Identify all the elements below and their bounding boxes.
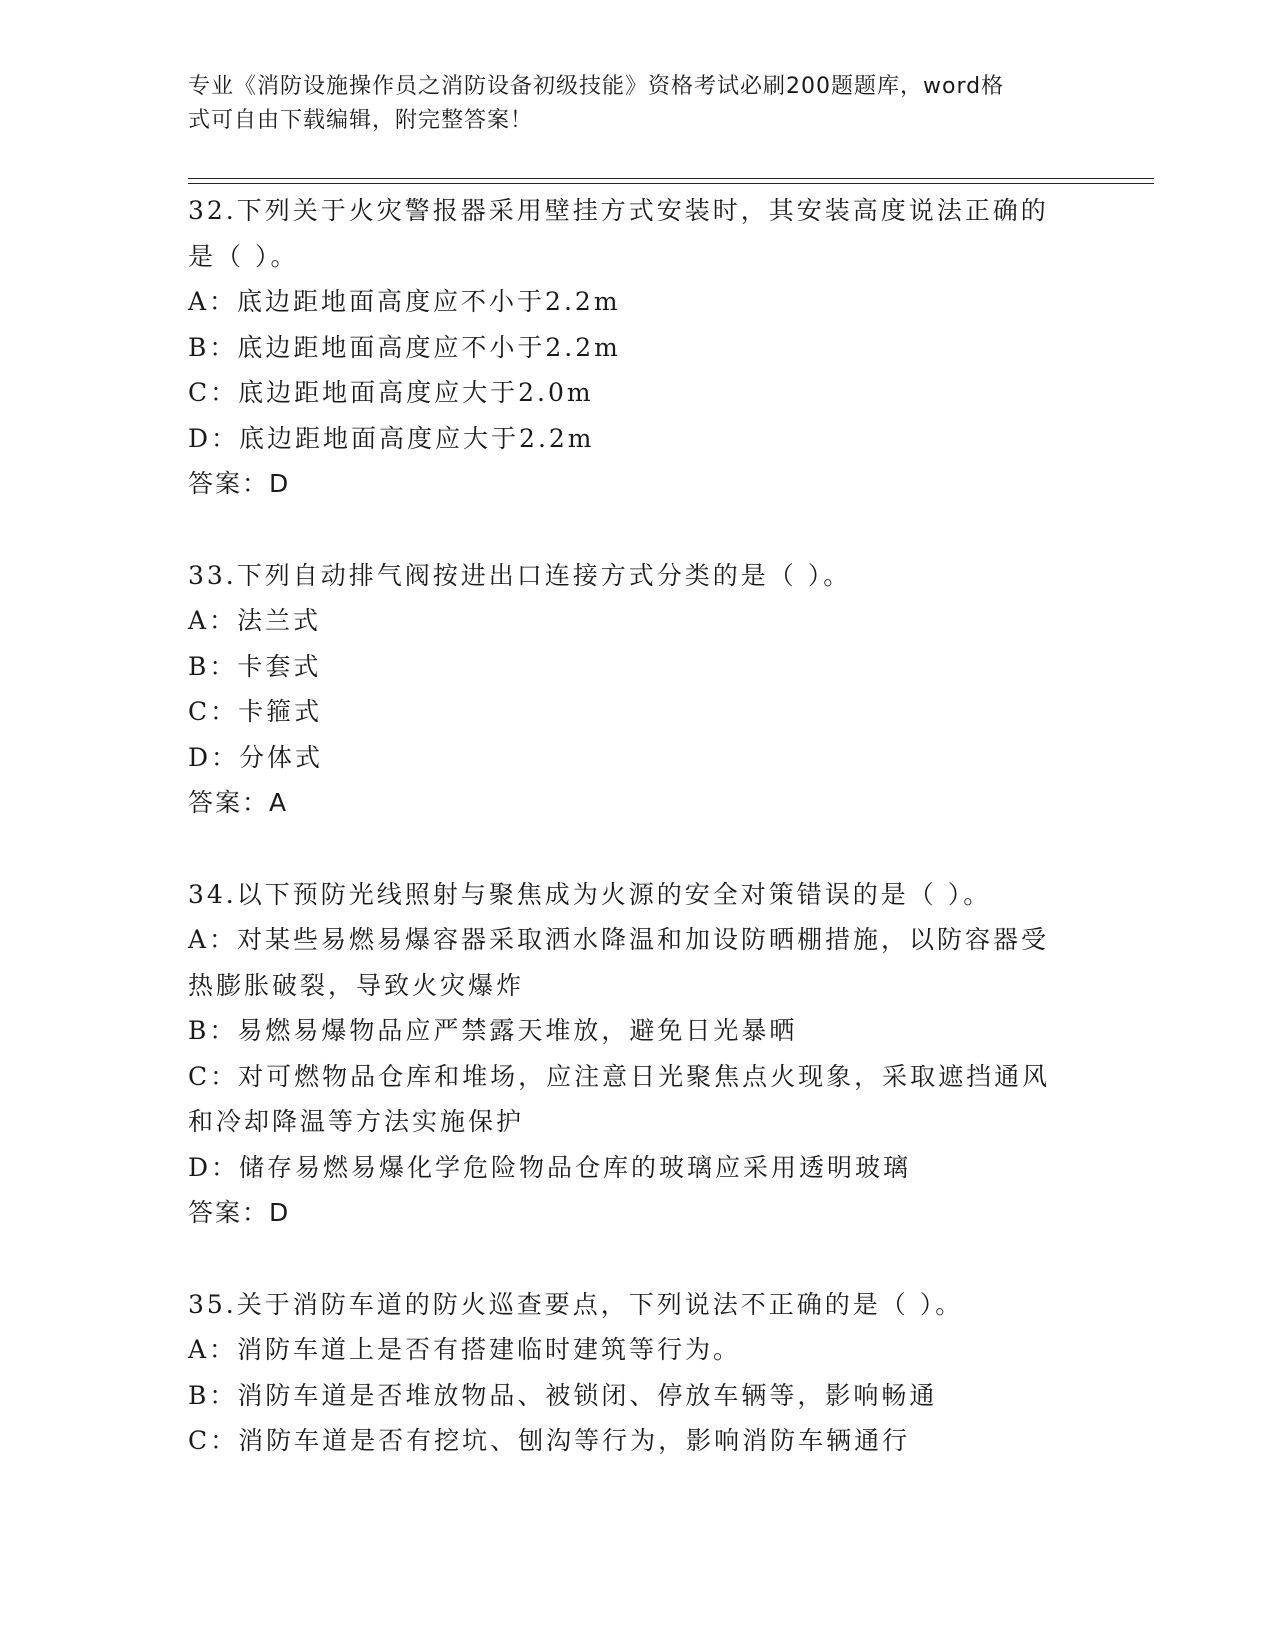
- question-spacer: [188, 1236, 1088, 1282]
- question-list: [188, 188, 1088, 1464]
- answer-option-line: D：底边距地面高度应大于2.2m: [188, 423, 595, 453]
- answer-option-line: 热膨胀破裂，导致火灾爆炸: [188, 970, 525, 1000]
- answer-option-line: A：消防车道上是否有搭建临时建筑等行为。: [188, 1335, 742, 1364]
- answer-option-line: C：对可燃物品仓库和堆场，应注意日光聚焦点火现象，采取遮挡通风: [188, 1061, 1051, 1091]
- question-block: [188, 553, 1088, 826]
- answer-option-line: D：分体式: [188, 742, 324, 772]
- answer-key: 答案：A: [188, 788, 289, 817]
- question-block: [188, 1282, 1088, 1464]
- document-header: [188, 70, 1088, 138]
- header-divider-top: [188, 178, 1154, 179]
- question-stem-line: 34.以下预防光线照射与聚焦成为火源的安全对策错误的是（ ）。: [188, 879, 992, 909]
- answer-option-line: C：底边距地面高度应大于2.0m: [188, 378, 594, 407]
- question-stem-line: 33.下列自动排气阀按进出口连接方式分类的是（ ）。: [188, 560, 852, 590]
- answer-key: 答案：D: [188, 1198, 291, 1227]
- question-block: [188, 188, 1088, 507]
- answer-option-line: 和冷却降温等方法实施保护: [188, 1107, 525, 1136]
- answer-option-line: B：易燃易爆物品应严禁露天堆放，避免日光暴晒: [188, 1016, 798, 1045]
- question-spacer: [188, 826, 1088, 872]
- question-stem-line: 32.下列关于火灾警报器采用壁挂方式安装时，其安装高度说法正确的: [188, 196, 1049, 225]
- answer-option-line: A：对某些易燃易爆容器采取洒水降温和加设防晒棚措施，以防容器受: [188, 925, 1050, 954]
- answer-option-line: B：底边距地面高度应不小于2.2m: [188, 332, 621, 362]
- question-stem-line: 是（ ）。: [188, 241, 299, 271]
- answer-option-line: D：储存易燃易爆化学危险物品仓库的玻璃应采用透明玻璃: [188, 1152, 912, 1182]
- answer-option-line: A：法兰式: [188, 606, 322, 635]
- answer-option-line: C：消防车道是否有挖坑、刨沟等行为，影响消防车辆通行: [188, 1426, 911, 1455]
- answer-option-line: A：底边距地面高度应不小于2.2m: [188, 287, 621, 316]
- answer-option-line: C：卡箍式: [188, 697, 323, 726]
- header-line-2: 式可自由下载编辑，附完整答案！: [188, 108, 534, 133]
- header-divider-bottom: [188, 183, 1154, 184]
- question-block: [188, 872, 1088, 1236]
- answer-option-line: B：卡套式: [188, 651, 322, 681]
- answer-option-line: B：消防车道是否堆放物品、被锁闭、停放车辆等，影响畅通: [188, 1380, 938, 1410]
- header-line-1: 专业《消防设施操作员之消防设备初级技能》资格考试必刷200题题库，word格: [188, 74, 1005, 99]
- answer-key: 答案：D: [188, 469, 291, 498]
- question-spacer: [188, 507, 1088, 553]
- question-stem-line: 35.关于消防车道的防火巡查要点，下列说法不正确的是（ ）。: [188, 1289, 964, 1319]
